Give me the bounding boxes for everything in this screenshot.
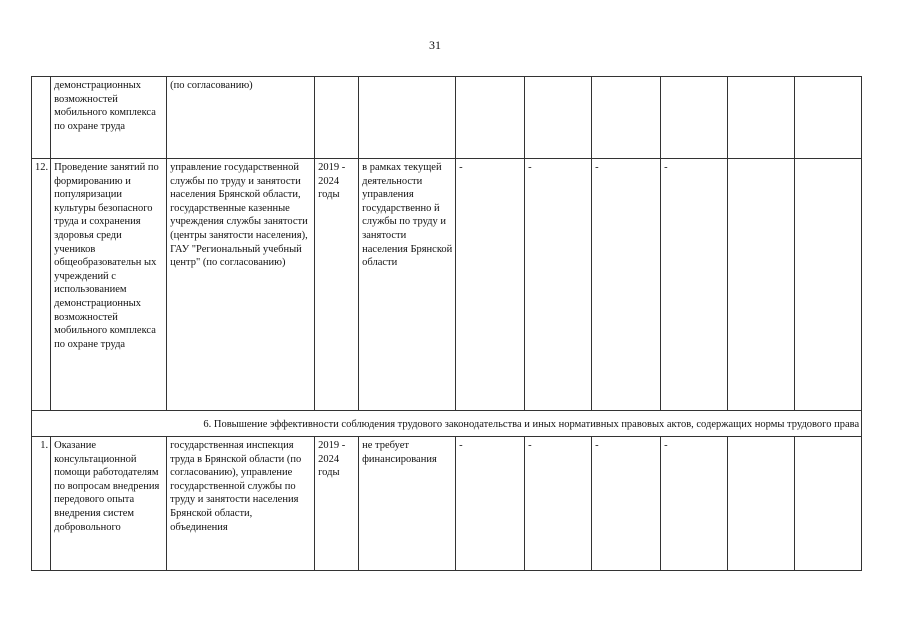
value-cell xyxy=(661,77,728,159)
value-cell xyxy=(728,437,795,571)
value-cell: - xyxy=(661,437,728,571)
funding-cell: не требует финансирования xyxy=(359,437,456,571)
value-cell xyxy=(795,159,862,411)
period-cell xyxy=(315,77,359,159)
row-number: 12. xyxy=(32,159,51,411)
funding-cell: в рамках текущей деятельности управления государственно й службы по труду и занятости населения Брянской области xyxy=(359,159,456,411)
period-cell: 2019 - 2024 годы xyxy=(315,159,359,411)
row-number: 1. xyxy=(32,437,51,571)
table-row-continuation xyxy=(32,77,862,159)
section-title: 6. Повышение эффективности соблюдения трудового законодательства и иных нормативных правовых актов, содержащих нормы трудового права xyxy=(32,411,862,437)
value-cell xyxy=(525,77,592,159)
value-cell xyxy=(592,77,661,159)
value-cell: - xyxy=(592,437,661,571)
value-cell xyxy=(456,77,525,159)
funding-cell xyxy=(359,77,456,159)
row-number xyxy=(32,77,51,159)
value-cell: - xyxy=(456,437,525,571)
value-cell: - xyxy=(525,437,592,571)
value-cell: - xyxy=(456,159,525,411)
measure-cell: демонстрационных возможностей мобильного комплекса по охране труда xyxy=(51,77,167,159)
page-number: 31 xyxy=(429,38,441,52)
table-row-1 xyxy=(32,437,862,571)
measure-cell: Проведение занятий по формированию и популяризации культуры безопасного труда и сохранения здоровья среди учеников общеобразовательн ых учреждений с использованием демонстрационных возможностей мобильного комплекса по охране труда xyxy=(51,159,167,411)
executors-cell: государственная инспекция труда в Брянской области (по согласованию), управление государственной службы по труду и занятости населения Брянской области, объединения xyxy=(167,437,315,571)
period-cell: 2019 - 2024 годы xyxy=(315,437,359,571)
executors-cell: управление государственной службы по труду и занятости населения Брянской области, государственные казенные учреждения службы занятости (центры занятости населения), ГАУ "Региональный учебный центр" (по согласованию) xyxy=(167,159,315,411)
measures-table xyxy=(31,76,862,571)
value-cell xyxy=(728,77,795,159)
value-cell: - xyxy=(592,159,661,411)
value-cell xyxy=(795,77,862,159)
executors-cell: (по согласованию) xyxy=(167,77,315,159)
value-cell xyxy=(795,437,862,571)
table-row-12 xyxy=(32,159,862,411)
value-cell: - xyxy=(525,159,592,411)
value-cell xyxy=(728,159,795,411)
measure-cell: Оказание консультационной помощи работодателям по вопросам внедрения передового опыта внедрения систем добровольного xyxy=(51,437,167,571)
section-header-row xyxy=(32,411,862,437)
value-cell: - xyxy=(661,159,728,411)
